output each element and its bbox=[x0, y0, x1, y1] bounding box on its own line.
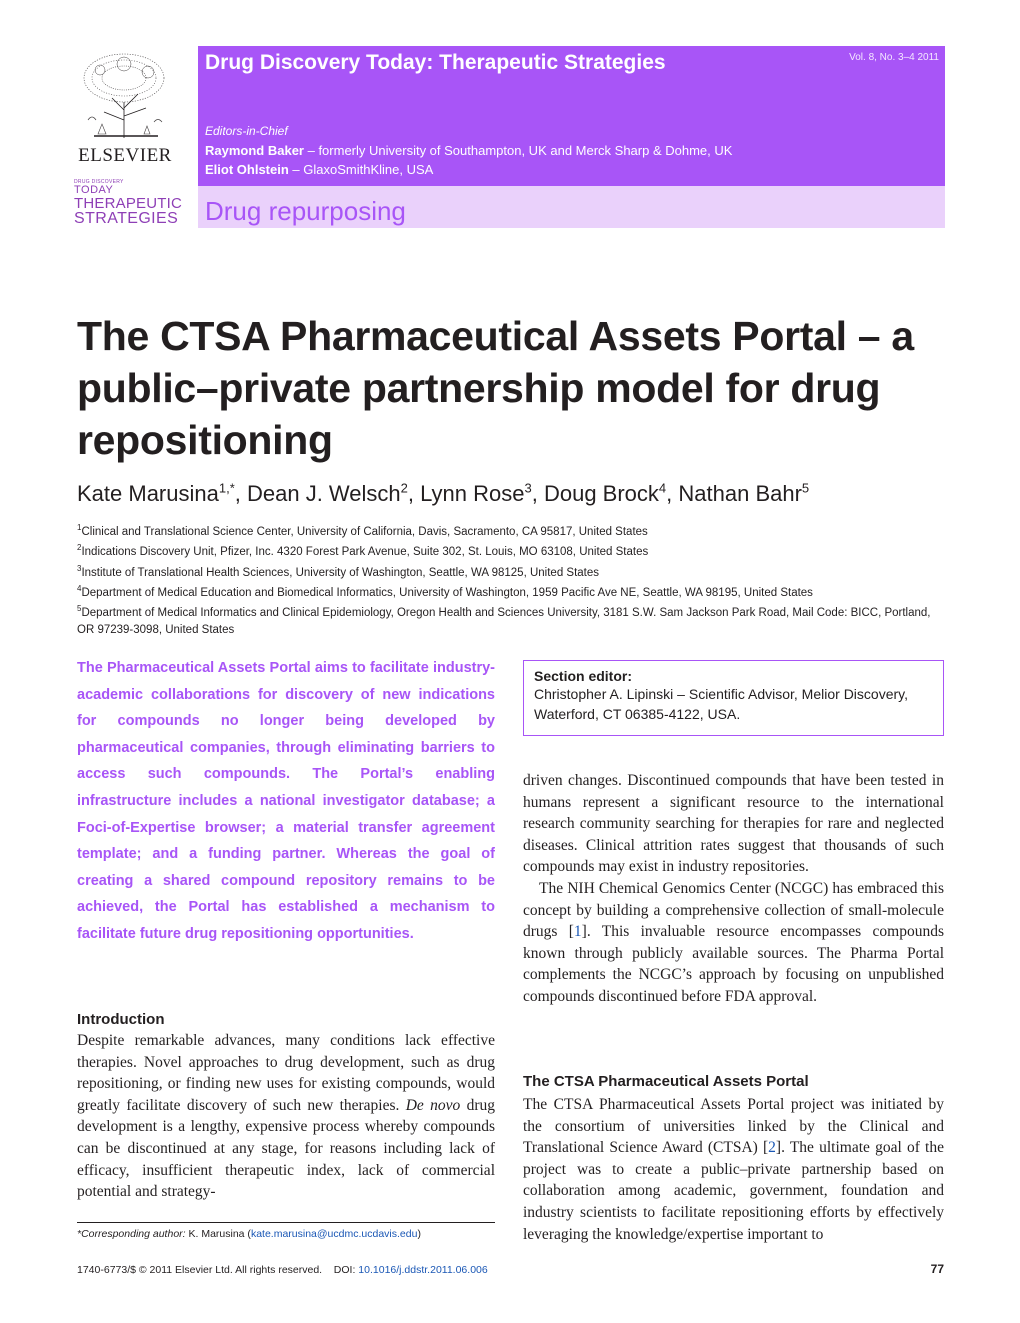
author: Doug Brock$^4$, bbox=[543, 481, 679, 507]
ctsa-body bbox=[523, 1094, 944, 1245]
intro-body bbox=[77, 1030, 495, 1203]
editor-1-affil: – formerly University of Southampton, UK and Merck Sharp & Dohme, UK bbox=[303, 143, 733, 158]
right-paragraph-2: The NIH Chemical Genomics Center (NCGC) has embraced this concept by building a comprehensive collection of small-molecule drugs [1]. This invaluable resource encompasses compounds known through publicly available sources. The Pharma Portal complements the NCGC’s approach by focusing on unpublished compounds discontinued before FDA approval. bbox=[523, 879, 944, 1005]
editor-2-name: Eliot Ohlstein bbox=[205, 162, 289, 177]
editor-2-affil: – GlaxoSmithKline, USA bbox=[288, 162, 434, 177]
email-link[interactable]: kate.marusina@ucdmc.ucdavis.edu bbox=[250, 1228, 418, 1240]
author-list bbox=[77, 481, 809, 507]
logo-line-1: DRUG DISCOVERY bbox=[74, 179, 124, 185]
logo-line-3: THERAPEUTIC bbox=[74, 195, 183, 212]
paper-title: The CTSA Pharmaceutical Assets Portal – a public–private partnership model for drug repositioning bbox=[77, 313, 914, 463]
journal-title: Drug Discovery Today: Therapeutic Strategies bbox=[205, 51, 666, 74]
right-column-body bbox=[523, 770, 944, 1008]
author: Kate Marusina$^{1,*}$, bbox=[77, 481, 247, 507]
editor-1-name: Raymond Baker bbox=[205, 143, 304, 158]
author: Nathan Bahr$^5$ bbox=[678, 481, 810, 507]
reference-link[interactable]: 1 bbox=[573, 923, 582, 941]
section-editor-text: Christopher A. Lipinski – Scientific Advisor, Melior Discovery, Waterford, CT 06385-4122, USA. bbox=[534, 686, 908, 722]
logo-line-4: STRATEGIES bbox=[74, 210, 179, 227]
author: Lynn Rose$^3$, bbox=[420, 481, 544, 507]
intro-heading: Introduction bbox=[77, 1011, 165, 1028]
copyright-line: 1740-6773/$ © 2011 Elsevier Ltd. All rights reserved. DOI: 10.1016/j.ddstr.2011.06.006 bbox=[77, 1264, 488, 1276]
author: Dean J. Welsch$^2$, bbox=[247, 481, 421, 507]
affiliation: $^5$Department of Medical Informatics and Clinical Epidemiology, Oregon Health and Sciences University, 3181 S.W. Sam Jackson Park Road, Mail Code: BICC, Portland, OR 97239-3098, United States bbox=[77, 604, 931, 636]
editor-2 bbox=[205, 162, 433, 177]
section-editor-box bbox=[523, 660, 944, 736]
affiliation: $^2$Indications Discovery Unit, Pfizer, Inc. 4320 Forest Park Avenue, Suite 302, St. Louis, MO 63108, United States bbox=[77, 543, 649, 559]
reference-link[interactable]: 2 bbox=[768, 1139, 776, 1157]
editor-1 bbox=[205, 143, 732, 158]
editors-label: Editors-in-Chief bbox=[205, 124, 288, 138]
affiliations bbox=[77, 520, 947, 638]
logo-line-2: TODAY bbox=[74, 184, 114, 196]
section-title: Drug repurposing bbox=[205, 196, 406, 226]
doi-link[interactable]: 10.1016/j.ddstr.2011.06.006 bbox=[358, 1264, 488, 1276]
footnote-rule bbox=[77, 1222, 495, 1223]
right-paragraph-1: driven changes. Discontinued compounds that have been tested in humans represent a significant resource to the international research community searching for therapies for rare and neglected diseases. Clinical attrition rates suggest that thousands of such compounds may exist in industry repositories. bbox=[523, 772, 944, 876]
affiliation: $^1$Clinical and Translational Science Center, University of California, Davis, Sacramento, CA 95817, United States bbox=[77, 523, 648, 538]
ctsa-heading: The CTSA Pharmaceutical Assets Portal bbox=[523, 1073, 809, 1090]
intro-paragraph: Despite remarkable advances, many conditions lack effective therapies. Novel approaches to drug development, such as drug repositioning, or finding new uses for existing compounds, would greatly facilitate discovery of such new therapies. De novo drug development is a lengthy, expensive process whereby compounds can be discontinued at any stage, for reasons including lack of efficacy, insufficient therapeutic index, lack of commercial potential and strategy- bbox=[77, 1032, 495, 1201]
affiliation: $^4$Department of Medical Education and Biomedical Informatics, University of Washington, 1959 Pacific Ave NE, Seattle, WA 98195, United States bbox=[77, 583, 813, 599]
therapeutic-strategies-logo bbox=[74, 179, 183, 227]
elsevier-tree-logo bbox=[74, 50, 176, 140]
affiliation: $^3$Institute of Translational Health Sciences, University of Washington, Seattle, WA 98125, United States bbox=[77, 563, 600, 579]
corresponding-author-footnote: *Corresponding author: K. Marusina (kate.marusina@ucdmc.ucdavis.edu) bbox=[77, 1228, 421, 1240]
section-editor-label: Section editor: bbox=[534, 668, 633, 684]
abstract: The Pharmaceutical Assets Portal aims to facilitate industry-academic collaborations for discovery of new indications for compounds no longer being developed by pharmaceutical companies, through eliminating barriers to access such compounds. The Portal’s enabling infrastructure includes a national investigator database; a Foci-of-Expertise browser; a material transfer agreement template; and a funding partner. Whereas the goal of creating a shared compound repository remains to be achieved, the Portal has established a mechanism to facilitate future drug repositioning opportunities. bbox=[77, 660, 495, 942]
elsevier-wordmark: ELSEVIER bbox=[78, 145, 172, 166]
page-number: 77 bbox=[930, 1262, 944, 1276]
volume-info: Vol. 8, No. 3–4 2011 bbox=[849, 52, 939, 63]
ctsa-paragraph: The CTSA Pharmaceutical Assets Portal project was initiated by the consortium of universities linked by the Clinical and Translational Science Award (CTSA) [2]. The ultimate goal of the project was to create a public–private partnership based on collaboration among academic, government, foundation and industry scientists to facilitate repositioning efforts by effectively leveraging the knowledge/expertise important to bbox=[523, 1096, 944, 1243]
